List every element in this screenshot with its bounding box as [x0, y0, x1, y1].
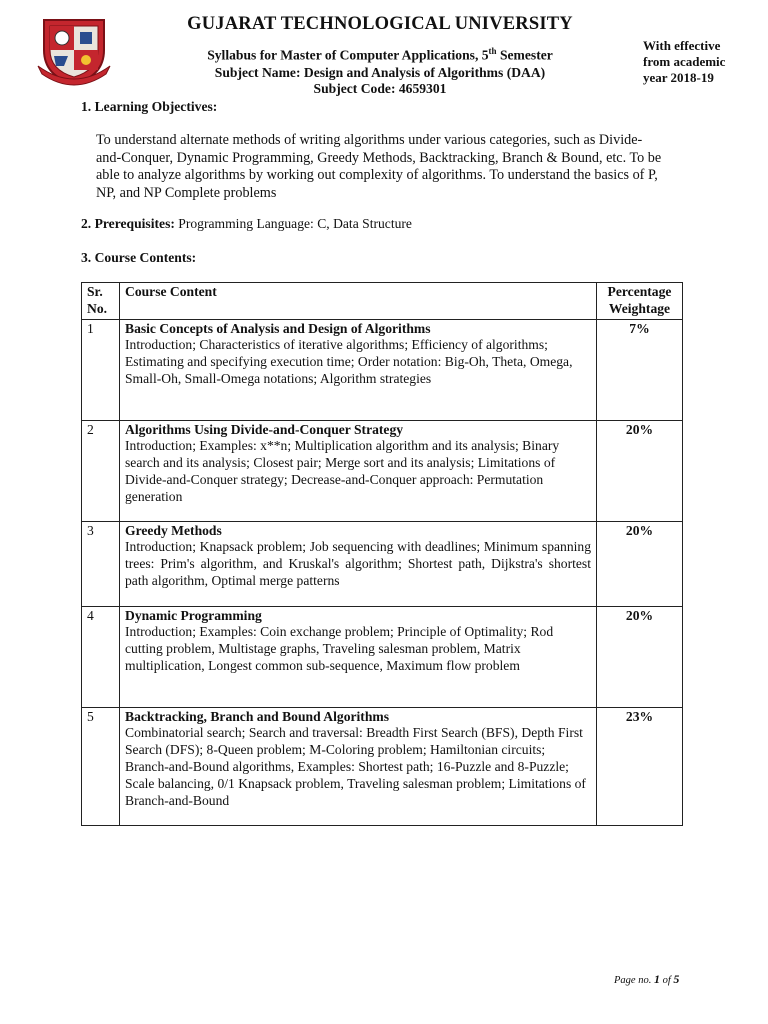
university-name: GUJARAT TECHNOLOGICAL UNIVERSITY — [187, 14, 573, 34]
row-body: Introduction; Characteristics of iterative algorithms; Efficiency of algorithms; Estimating and specifying execution time; Order notation: Big-Oh, Theta, Omega, Small-Oh, Small-Omega notations; Algorithm strategies — [125, 337, 573, 386]
syllabus-sup: th — [488, 46, 497, 56]
header-percentage-line: Percentage — [607, 284, 672, 299]
course-contents-table — [81, 282, 683, 826]
row-weight: 20% — [597, 606, 683, 707]
page-total: 5 — [673, 972, 680, 986]
objectives-heading — [81, 99, 217, 115]
row-sr: 5 — [82, 707, 120, 825]
row-title: Basic Concepts of Analysis and Design of Algorithms — [125, 320, 431, 336]
row-body: Introduction; Examples: Coin exchange problem; Principle of Optimality; Rod cutting problem, Multistage graphs, Traveling salesman problem, Matrix multiplication, Longest common sub-sequence, Maximum flow problem — [125, 624, 554, 673]
header-sr-no — [82, 283, 120, 320]
effective-line: from academic — [643, 54, 726, 69]
row-content — [120, 521, 597, 606]
table-row — [82, 521, 683, 606]
row-body: Combinatorial search; Search and traversal: Breadth First Search (BFS), Depth First Search (DFS); 8-Queen problem; M-Coloring problem; Hamiltonian circuits; Branch-and-Bound algorithms, Examples: Shortest path; 16-Puzzle and 8-Puzzle; Scale balancing, 0/1 Knapsack problem, Traveling salesman problem; Limitations of Branch-and-Bound — [125, 725, 586, 808]
table-row — [82, 319, 683, 420]
table-row — [82, 707, 683, 825]
page-number — [614, 972, 679, 987]
row-title: Algorithms Using Divide-and-Conquer Strategy — [125, 421, 404, 437]
table-header-row — [82, 283, 683, 320]
row-content — [120, 707, 597, 825]
page-of: of — [659, 975, 674, 986]
subject-code: Subject Code: 4659301 — [313, 81, 447, 96]
subject-name: Subject Name: Design and Analysis of Algorithms (DAA) — [214, 65, 546, 80]
row-weight: 23% — [597, 707, 683, 825]
row-title: Greedy Methods — [125, 522, 222, 538]
row-weight: 20% — [597, 521, 683, 606]
page-current: 1 — [653, 972, 660, 986]
objectives-paragraph: To understand alternate methods of writing algorithms under various categories, such as Divide-and-Conquer, Dynamic Programming, Greedy Methods, Backtracking, Branch & Bound, etc. To be able to analyze algorithms by working out complexity of algorithms. To understand the basics of P, NP, and NP Complete problems — [96, 132, 662, 201]
syllabus-suffix: Semester — [496, 47, 553, 63]
row-weight: 7% — [597, 319, 683, 420]
header-no-line: No. — [87, 300, 108, 316]
page-label: Page no. — [614, 975, 654, 986]
effective-note — [643, 38, 725, 86]
contents-heading-text: 3. Course Contents: — [81, 250, 197, 265]
prerequisites-text: Programming Language: C, Data Structure — [174, 216, 412, 231]
row-body: Introduction; Examples: x**n; Multiplication algorithm and its analysis; Binary search and its analysis; Closest pair; Merge sort and its analysis; Limitations of Divide-and-Conquer strategy; Decrease-and-Conquer approach: Permutation generation — [125, 438, 560, 504]
university-logo — [36, 14, 112, 86]
row-title: Backtracking, Branch and Bound Algorithms — [125, 708, 389, 724]
table-row — [82, 420, 683, 521]
row-title: Dynamic Programming — [125, 607, 262, 623]
row-sr: 2 — [82, 420, 120, 521]
row-content — [120, 606, 597, 707]
row-body: Introduction; Knapsack problem; Job sequencing with deadlines; Minimum spanning trees: Prim's algorithm, and Kruskal's algorithm; Shortest path, Dijkstra's shortest path algorithm, Optimal merge patterns — [125, 539, 591, 588]
gtu-emblem-icon — [36, 14, 112, 86]
table-row — [82, 606, 683, 707]
prerequisites-heading: 2. Prerequisites: — [81, 216, 175, 231]
effective-line: With effective — [643, 38, 721, 53]
row-content — [120, 420, 597, 521]
row-content — [120, 319, 597, 420]
syllabus-prefix: Syllabus for Master of Computer Applications, 5 — [207, 47, 489, 63]
row-sr: 4 — [82, 606, 120, 707]
header-sr-line: Sr. — [87, 284, 103, 299]
effective-line: year 2018-19 — [643, 70, 714, 85]
syllabus-line — [160, 46, 600, 64]
objectives-heading-text: 1. Learning Objectives: — [81, 99, 218, 114]
row-sr: 3 — [82, 521, 120, 606]
header-course-content: Course Content — [120, 283, 597, 320]
header-weightage — [597, 283, 683, 320]
row-sr: 1 — [82, 319, 120, 420]
header-weightage-line: Weightage — [608, 300, 671, 316]
prerequisites — [81, 216, 412, 232]
row-weight: 20% — [597, 420, 683, 521]
contents-heading — [81, 250, 196, 266]
